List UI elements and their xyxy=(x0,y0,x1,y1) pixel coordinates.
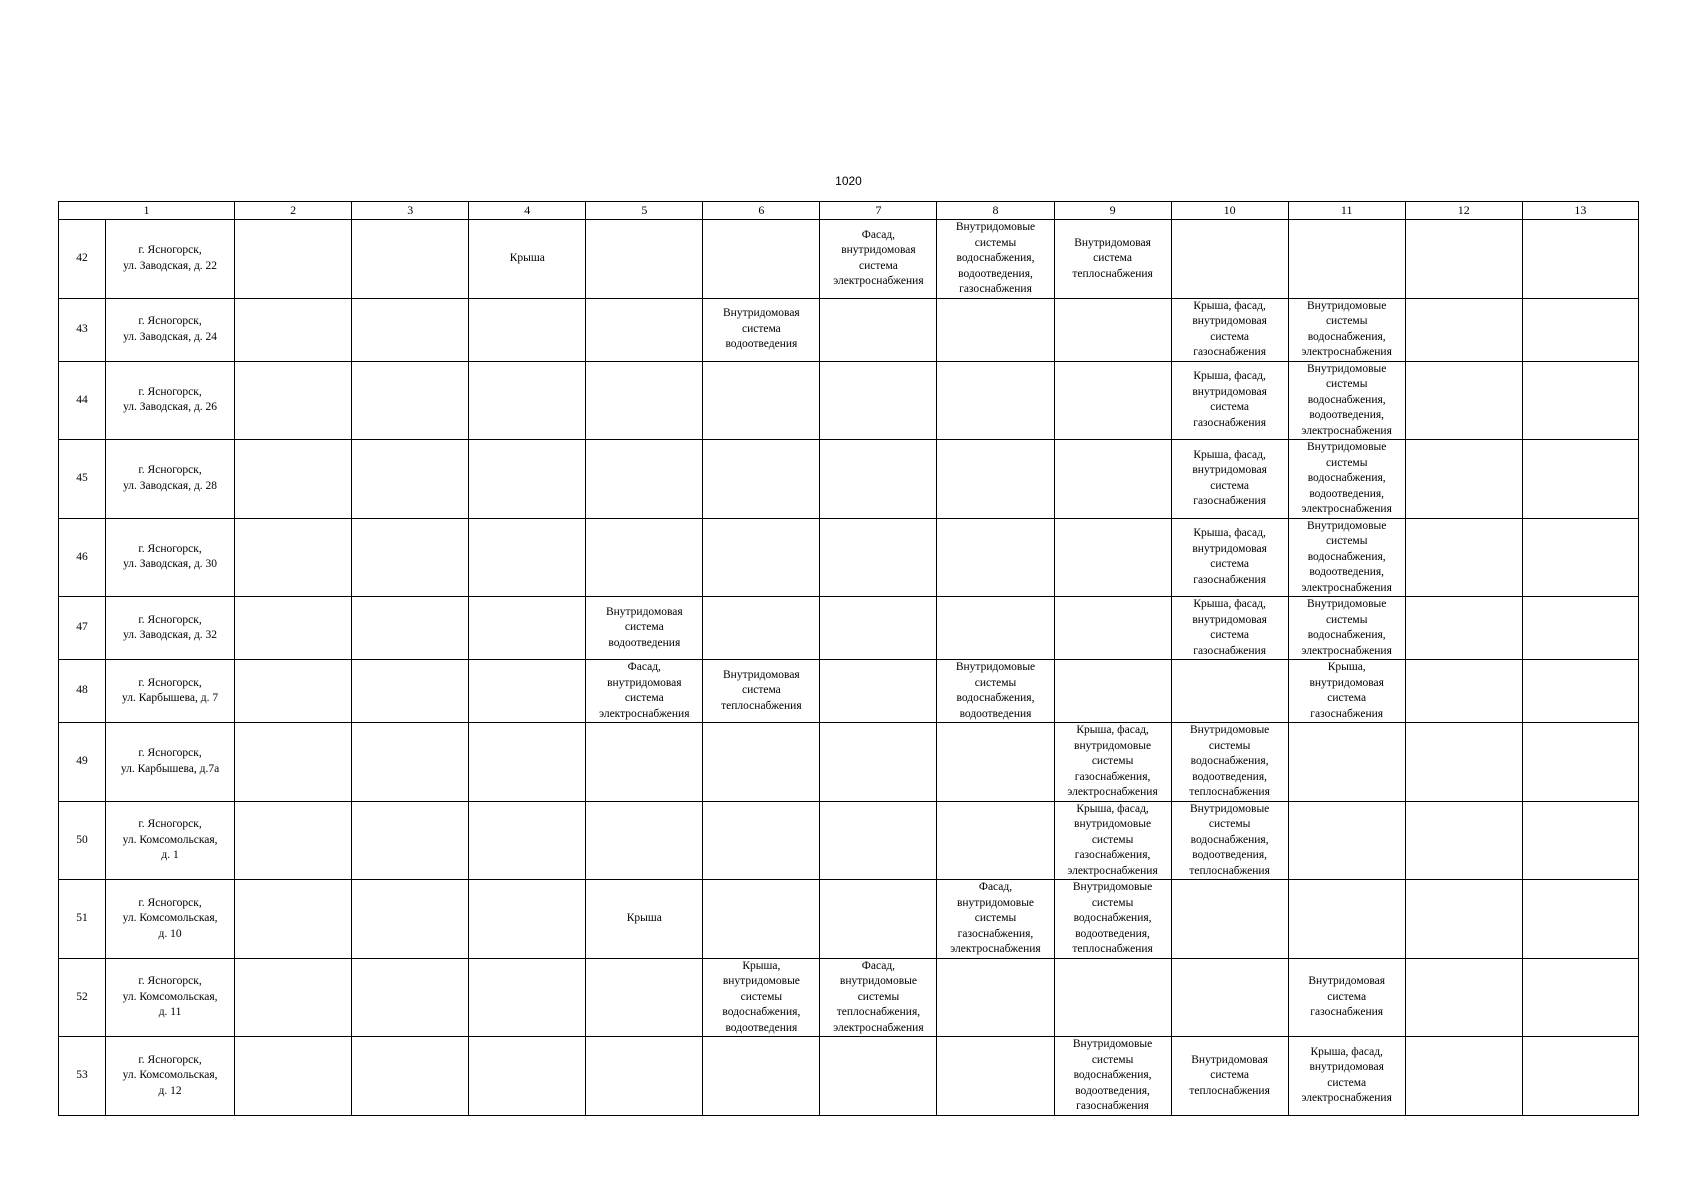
work-cell-col-11 xyxy=(1288,660,1405,723)
work-cell-col-7 xyxy=(820,518,937,597)
table-row xyxy=(59,298,1639,361)
work-cell-col-3 xyxy=(352,801,469,880)
address-cell xyxy=(106,440,235,519)
work-cell-col-12 xyxy=(1405,440,1522,519)
work-cell-col-4 xyxy=(469,880,586,959)
work-cell-col-6 xyxy=(703,801,820,880)
work-cell-col-9 xyxy=(1054,723,1171,802)
work-cell-col-7 xyxy=(820,220,937,299)
work-cell-text: Внутридомовая система водоотведения xyxy=(605,605,683,649)
work-cell-col-8 xyxy=(937,440,1054,519)
work-cell-col-5 xyxy=(586,660,703,723)
work-cell-col-13 xyxy=(1522,597,1638,660)
work-cell-col-5 xyxy=(586,597,703,660)
work-cell-text: Крыша, внутридомовая система газоснабжения xyxy=(1309,661,1384,720)
column-header-13: 13 xyxy=(1522,202,1638,220)
work-cell-col-9 xyxy=(1054,801,1171,880)
address-cell xyxy=(106,1037,235,1116)
work-cell-col-12 xyxy=(1405,660,1522,723)
work-cell-col-7 xyxy=(820,440,937,519)
address-cell xyxy=(106,220,235,299)
work-cell-text: Внутридомовые системы водоснабжения, водоотведения, электроснабжения xyxy=(1301,519,1392,594)
work-cell-col-11 xyxy=(1288,518,1405,597)
work-cell-col-11 xyxy=(1288,361,1405,440)
row-number: 48 xyxy=(59,660,106,723)
address-text: г. Ясногорск, ул. Заводская, д. 30 xyxy=(123,542,218,571)
work-cell-text: Внутридомовые системы водоснабжения, водоотведения, теплоснабжения xyxy=(1189,724,1270,798)
work-cell-col-8 xyxy=(937,1037,1054,1116)
work-cell-col-10 xyxy=(1171,801,1288,880)
work-cell-col-5 xyxy=(586,1037,703,1116)
work-cell-col-4 xyxy=(469,361,586,440)
address-cell xyxy=(106,723,235,802)
work-cell-col-11 xyxy=(1288,1037,1405,1116)
work-cell-col-3 xyxy=(352,958,469,1037)
work-cell-col-13 xyxy=(1522,801,1638,880)
column-header-12: 12 xyxy=(1405,202,1522,220)
row-number: 43 xyxy=(59,298,106,361)
work-cell-col-4 xyxy=(469,660,586,723)
column-header-11: 11 xyxy=(1288,202,1405,220)
work-cell-col-11 xyxy=(1288,220,1405,299)
work-cell-col-10 xyxy=(1171,660,1288,723)
work-cell-col-2 xyxy=(235,660,352,723)
work-cell-text: Крыша, внутридомовые системы водоснабжения, водоотведения xyxy=(722,959,801,1034)
table-row xyxy=(59,518,1639,597)
work-cell-col-9 xyxy=(1054,361,1171,440)
work-cell-col-13 xyxy=(1522,361,1638,440)
work-cell-col-2 xyxy=(235,440,352,519)
address-text: г. Ясногорск, ул. Карбышева, д. 7 xyxy=(121,676,219,704)
work-cell-col-3 xyxy=(352,440,469,519)
address-cell xyxy=(106,298,235,361)
row-number: 49 xyxy=(59,723,106,802)
work-cell-col-12 xyxy=(1405,801,1522,880)
work-cell-col-6 xyxy=(703,597,820,660)
work-cell-col-8 xyxy=(937,361,1054,440)
work-cell-col-10 xyxy=(1171,518,1288,597)
row-number: 47 xyxy=(59,597,106,660)
work-cell-col-5 xyxy=(586,880,703,959)
work-cell-col-6 xyxy=(703,361,820,440)
work-cell-col-6 xyxy=(703,958,820,1037)
work-cell-col-6 xyxy=(703,220,820,299)
work-cell-col-7 xyxy=(820,1037,937,1116)
work-cell-col-3 xyxy=(352,220,469,299)
work-cell-col-13 xyxy=(1522,298,1638,361)
work-cell-col-11 xyxy=(1288,597,1405,660)
work-cell-text: Крыша, фасад, внутридомовые системы газоснабжения, электроснабжения xyxy=(1067,724,1158,798)
row-number: 46 xyxy=(59,518,106,597)
column-header-8: 8 xyxy=(937,202,1054,220)
work-cell-text: Внутридомовые системы водоснабжения, водоотведения, газоснабжения xyxy=(955,221,1036,295)
work-cell-col-11 xyxy=(1288,440,1405,519)
work-cell-col-6 xyxy=(703,1037,820,1116)
work-cell-col-10 xyxy=(1171,597,1288,660)
work-cell-col-6 xyxy=(703,660,820,723)
work-cell-col-8 xyxy=(937,880,1054,959)
work-cell-text: Внутридомовые системы водоснабжения, водоотведения xyxy=(955,661,1036,720)
address-cell xyxy=(106,801,235,880)
work-cell-col-3 xyxy=(352,518,469,597)
column-header-1: 1 xyxy=(59,202,235,220)
work-cell-col-10 xyxy=(1171,723,1288,802)
work-cell-text: Внутридомовые системы водоснабжения, водоотведения, электроснабжения xyxy=(1301,362,1392,437)
work-cell-col-7 xyxy=(820,801,937,880)
work-cell-col-2 xyxy=(235,361,352,440)
work-cell-col-12 xyxy=(1405,880,1522,959)
work-cell-col-9 xyxy=(1054,597,1171,660)
work-cell-col-7 xyxy=(820,723,937,802)
work-cell-col-8 xyxy=(937,298,1054,361)
table-row xyxy=(59,723,1639,802)
work-cell-col-4 xyxy=(469,958,586,1037)
work-cell-col-10 xyxy=(1171,220,1288,299)
column-header-9: 9 xyxy=(1054,202,1171,220)
work-cell-col-10 xyxy=(1171,361,1288,440)
work-cell-col-13 xyxy=(1522,880,1638,959)
work-cell-col-6 xyxy=(703,298,820,361)
work-cell-text: Внутридомовые системы водоснабжения, электроснабжения xyxy=(1301,598,1392,657)
address-text: г. Ясногорск, ул. Заводская, д. 24 xyxy=(123,315,218,343)
work-cell-col-10 xyxy=(1171,880,1288,959)
work-cell-col-4 xyxy=(469,518,586,597)
table-body xyxy=(59,220,1639,1116)
work-cell-text: Внутридомовые системы водоснабжения, водоотведения, электроснабжения xyxy=(1301,441,1392,515)
work-cell-col-3 xyxy=(352,361,469,440)
work-cell-text: Внутридомовая система теплоснабжения xyxy=(1072,236,1153,280)
work-cell-col-9 xyxy=(1054,220,1171,299)
work-cell-text: Внутридомовая система теплоснабжения xyxy=(1189,1053,1270,1097)
work-cell-text: Крыша, фасад, внутридомовая система электроснабжения xyxy=(1301,1045,1392,1105)
address-text: г. Ясногорск, ул. Заводская, д. 26 xyxy=(123,385,218,414)
row-number: 45 xyxy=(59,440,106,519)
table-row xyxy=(59,597,1639,660)
work-cell-col-7 xyxy=(820,880,937,959)
work-cell-col-12 xyxy=(1405,518,1522,597)
work-cell-col-11 xyxy=(1288,958,1405,1037)
table-row xyxy=(59,801,1639,880)
work-cell-col-5 xyxy=(586,958,703,1037)
work-cell-col-4 xyxy=(469,298,586,361)
work-cell-col-3 xyxy=(352,298,469,361)
work-cell-col-12 xyxy=(1405,298,1522,361)
column-header-2: 2 xyxy=(235,202,352,220)
work-cell-col-12 xyxy=(1405,723,1522,802)
work-cell-col-8 xyxy=(937,958,1054,1037)
work-cell-col-3 xyxy=(352,660,469,723)
work-cell-col-9 xyxy=(1054,660,1171,723)
work-cell-col-8 xyxy=(937,220,1054,299)
address-text: г. Ясногорск, ул. Заводская, д. 28 xyxy=(123,464,218,492)
work-cell-text: Внутридомовые системы водоснабжения, водоотведения, газоснабжения xyxy=(1072,1038,1153,1112)
work-cell-col-2 xyxy=(235,298,352,361)
row-number: 50 xyxy=(59,801,106,880)
work-cell-col-12 xyxy=(1405,1037,1522,1116)
work-cell-col-5 xyxy=(586,440,703,519)
work-cell-col-4 xyxy=(469,1037,586,1116)
work-cell-text: Крыша, фасад, внутридомовая система газоснабжения xyxy=(1192,527,1267,586)
work-cell-col-13 xyxy=(1522,220,1638,299)
work-cell-col-9 xyxy=(1054,518,1171,597)
address-cell xyxy=(106,518,235,597)
work-cell-col-2 xyxy=(235,958,352,1037)
work-cell-col-4 xyxy=(469,801,586,880)
work-cell-text: Крыша, фасад, внутридомовые системы газоснабжения, электроснабжения xyxy=(1067,802,1158,877)
address-cell xyxy=(106,660,235,723)
address-cell xyxy=(106,597,235,660)
work-cell-col-2 xyxy=(235,880,352,959)
table-row xyxy=(59,440,1639,519)
address-text: г. Ясногорск, ул. Заводская, д. 22 xyxy=(123,244,218,272)
work-cell-text: Фасад, внутридомовая система электроснабжения xyxy=(833,228,924,288)
work-cell-col-3 xyxy=(352,880,469,959)
table-row xyxy=(59,1037,1639,1116)
work-cell-text: Внутридомовые системы водоснабжения, водоотведения, теплоснабжения xyxy=(1189,802,1270,877)
address-text: г. Ясногорск, ул. Комсомольская, д. 11 xyxy=(122,975,218,1018)
work-cell-col-2 xyxy=(235,597,352,660)
address-cell xyxy=(106,361,235,440)
data-table xyxy=(58,201,1639,1116)
work-cell-col-11 xyxy=(1288,298,1405,361)
work-cell-col-8 xyxy=(937,801,1054,880)
work-cell-col-2 xyxy=(235,518,352,597)
work-cell-col-2 xyxy=(235,801,352,880)
work-cell-col-3 xyxy=(352,597,469,660)
work-cell-col-11 xyxy=(1288,880,1405,959)
work-cell-text: Фасад, внутридомовые системы теплоснабжения, электроснабжения xyxy=(833,959,924,1034)
address-cell xyxy=(106,880,235,959)
work-cell-text: Крыша, фасад, внутридомовая система газоснабжения xyxy=(1192,448,1267,508)
work-cell-col-5 xyxy=(586,298,703,361)
address-cell xyxy=(106,958,235,1037)
work-cell-col-4 xyxy=(469,597,586,660)
work-cell-col-4 xyxy=(469,440,586,519)
work-cell-col-12 xyxy=(1405,597,1522,660)
work-cell-col-11 xyxy=(1288,801,1405,880)
work-cell-col-13 xyxy=(1522,723,1638,802)
address-text: г. Ясногорск, ул. Комсомольская, д. 12 xyxy=(122,1053,218,1097)
work-cell-col-5 xyxy=(586,220,703,299)
table-row xyxy=(59,361,1639,440)
row-number: 44 xyxy=(59,361,106,440)
work-cell-col-7 xyxy=(820,958,937,1037)
work-cell-col-3 xyxy=(352,1037,469,1116)
table-row xyxy=(59,220,1639,299)
address-text: г. Ясногорск, ул. Карбышева, д.7а xyxy=(120,747,220,775)
work-cell-col-7 xyxy=(820,660,937,723)
table-row xyxy=(59,958,1639,1037)
work-cell-col-11 xyxy=(1288,723,1405,802)
work-cell-text: Внутридомовая система водоотведения xyxy=(723,307,800,351)
work-cell-col-6 xyxy=(703,440,820,519)
work-cell-col-2 xyxy=(235,220,352,299)
work-cell-col-6 xyxy=(703,880,820,959)
work-cell-col-12 xyxy=(1405,958,1522,1037)
column-header-7: 7 xyxy=(820,202,937,220)
work-cell-text: Внутридомовые системы водоснабжения, электроснабжения xyxy=(1301,299,1392,358)
header-row xyxy=(59,202,1639,220)
work-cell-col-13 xyxy=(1522,660,1638,723)
work-cell-col-3 xyxy=(352,723,469,802)
work-cell-col-7 xyxy=(820,361,937,440)
work-cell-col-9 xyxy=(1054,958,1171,1037)
work-cell-text: Внутридомовая система теплоснабжения xyxy=(721,668,802,712)
work-cell-text: Крыша, фасад, внутридомовая система газоснабжения xyxy=(1192,598,1267,657)
work-cell-col-10 xyxy=(1171,958,1288,1037)
work-cell-col-6 xyxy=(703,723,820,802)
address-text: г. Ясногорск, ул. Заводская, д. 32 xyxy=(123,613,218,641)
column-header-5: 5 xyxy=(586,202,703,220)
work-cell-col-13 xyxy=(1522,1037,1638,1116)
work-cell-col-5 xyxy=(586,723,703,802)
work-cell-text: Крыша, фасад, внутридомовая система газоснабжения xyxy=(1192,370,1267,429)
work-cell-text: Фасад, внутридомовые системы газоснабжения, электроснабжения xyxy=(950,881,1041,955)
row-number: 53 xyxy=(59,1037,106,1116)
work-cell-col-2 xyxy=(235,723,352,802)
work-cell-col-5 xyxy=(586,801,703,880)
table-row xyxy=(59,880,1639,959)
work-cell-col-12 xyxy=(1405,220,1522,299)
work-cell-text: Фасад, внутридомовая система электроснабжения xyxy=(599,661,690,720)
work-cell-col-13 xyxy=(1522,440,1638,519)
work-cell-col-9 xyxy=(1054,1037,1171,1116)
row-number: 51 xyxy=(59,880,106,959)
address-text: г. Ясногорск, ул. Комсомольская, д. 1 xyxy=(122,818,218,861)
work-cell-col-4 xyxy=(469,220,586,299)
work-cell-col-10 xyxy=(1171,1037,1288,1116)
work-cell-col-5 xyxy=(586,361,703,440)
work-cell-col-8 xyxy=(937,660,1054,723)
work-cell-col-7 xyxy=(820,298,937,361)
work-cell-text: Крыша xyxy=(509,252,545,264)
work-cell-col-6 xyxy=(703,518,820,597)
work-cell-col-10 xyxy=(1171,298,1288,361)
column-header-10: 10 xyxy=(1171,202,1288,220)
work-cell-text: Крыша xyxy=(626,912,662,924)
work-cell-col-2 xyxy=(235,1037,352,1116)
work-cell-text: Внутридомовые системы водоснабжения, водоотведения, теплоснабжения xyxy=(1072,881,1153,955)
work-cell-col-10 xyxy=(1171,440,1288,519)
column-header-3: 3 xyxy=(352,202,469,220)
work-cell-col-9 xyxy=(1054,880,1171,959)
address-text: г. Ясногорск, ул. Комсомольская, д. 10 xyxy=(122,896,218,940)
work-cell-col-5 xyxy=(586,518,703,597)
page-number: 1020 xyxy=(835,174,862,188)
work-cell-col-9 xyxy=(1054,440,1171,519)
work-cell-col-9 xyxy=(1054,298,1171,361)
work-cell-col-8 xyxy=(937,723,1054,802)
row-number: 42 xyxy=(59,220,106,299)
column-header-6: 6 xyxy=(703,202,820,220)
column-header-4: 4 xyxy=(469,202,586,220)
work-cell-col-4 xyxy=(469,723,586,802)
work-cell-col-12 xyxy=(1405,361,1522,440)
work-cell-text: Крыша, фасад, внутридомовая система газоснабжения xyxy=(1192,299,1267,358)
work-cell-col-13 xyxy=(1522,518,1638,597)
work-cell-col-13 xyxy=(1522,958,1638,1037)
work-cell-text: Внутридомовая система газоснабжения xyxy=(1308,975,1386,1018)
work-cell-col-7 xyxy=(820,597,937,660)
work-cell-col-8 xyxy=(937,518,1054,597)
table-row xyxy=(59,660,1639,723)
work-cell-col-8 xyxy=(937,597,1054,660)
row-number: 52 xyxy=(59,958,106,1037)
